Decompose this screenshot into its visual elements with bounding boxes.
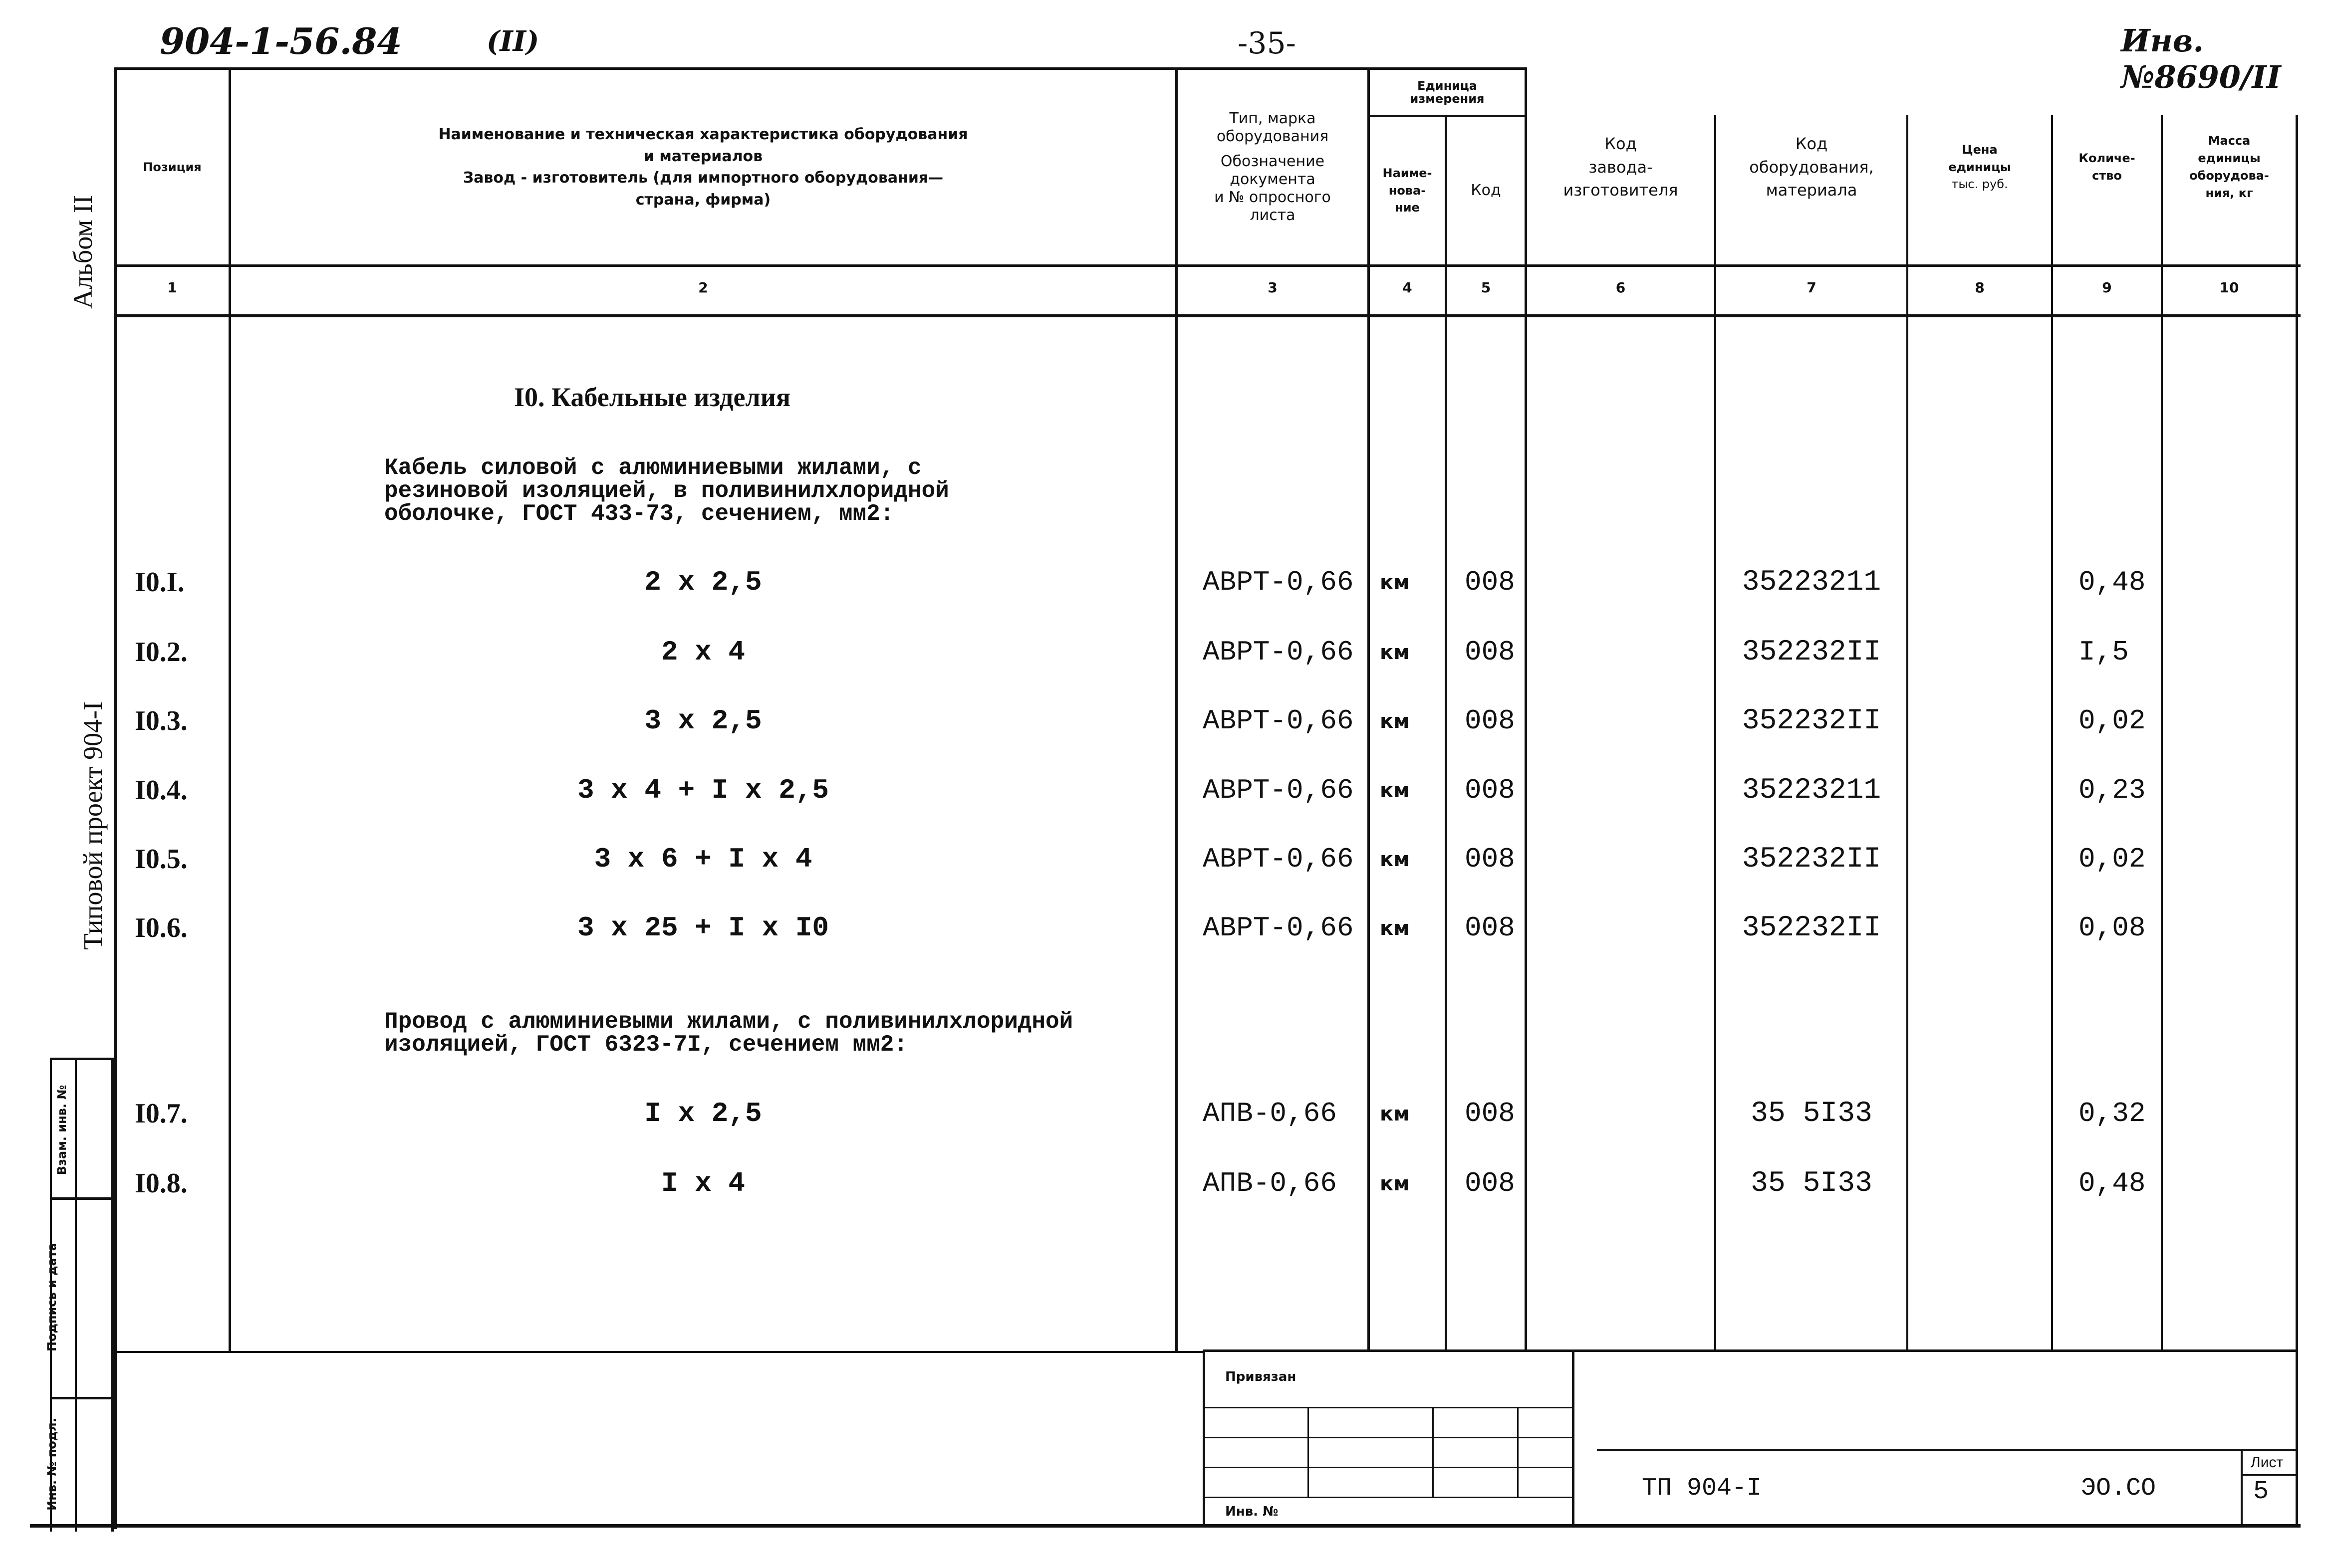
header-mass-3: оборудова-	[2189, 169, 2269, 183]
header-unit-name-1: Наиме-	[1382, 166, 1432, 180]
row-type: АВРТ-0,66	[1203, 774, 1354, 806]
header-unit-code-label: Код	[1471, 182, 1501, 200]
row-unit: км	[1380, 710, 1410, 733]
header-equip-1: Код	[1795, 134, 1828, 154]
row-position: I0.7.	[135, 1098, 188, 1129]
row-code: 008	[1465, 636, 1515, 668]
row-code: 008	[1465, 1167, 1515, 1199]
row-section: 2 х 2,5	[644, 566, 762, 598]
row-code: 008	[1465, 705, 1515, 737]
header-name-line4: страна, фирма)	[635, 191, 771, 209]
volume-label: (II)	[487, 25, 539, 58]
header-equip-2: оборудования,	[1749, 157, 1874, 177]
footer-col1	[1307, 1407, 1309, 1497]
row-type: АВРТ-0,66	[1203, 843, 1354, 875]
row-position: I0.2.	[135, 637, 188, 668]
inv-no-label: Инв. №	[1225, 1504, 1279, 1519]
cable-group-description	[384, 456, 949, 525]
header-unit-group	[1370, 70, 1525, 115]
header-position	[116, 70, 229, 264]
row-unit: км	[1380, 917, 1410, 940]
stamp-box-mid1	[50, 1197, 114, 1200]
stamp-box-mid2	[50, 1397, 114, 1399]
header-qty-1: Количе-	[2078, 151, 2135, 166]
row-position: I0.3.	[135, 705, 188, 736]
col-number-5: 5	[1481, 279, 1491, 296]
header-type-line2: оборудования	[1216, 128, 1329, 145]
header-equip-code	[1717, 70, 1906, 264]
col-number-4: 4	[1402, 279, 1412, 296]
row-quantity: 0,48	[2078, 1167, 2146, 1199]
row-equip-code: 352232II	[1742, 705, 1881, 737]
cable-desc-line2: резиновой изоляцией, в поливинилхлоридной	[384, 478, 949, 504]
cable-desc-line1: Кабель силовой с алюминиевыми жилами, с	[384, 455, 922, 481]
row-quantity: 0,23	[2078, 774, 2146, 806]
header-name-line1: Наименование и техническая характеристика оборудования	[438, 126, 968, 143]
row-type: АВРТ-0,66	[1203, 705, 1354, 737]
header-factory-code	[1527, 70, 1714, 264]
stamp-replace-inv: Взам. инв. №	[55, 1085, 69, 1175]
footer-box-right	[1572, 1349, 1574, 1527]
row-unit: км	[1380, 779, 1410, 802]
header-name-line2: и материалов	[643, 147, 763, 165]
row-equip-code: 352232II	[1742, 843, 1881, 876]
col-number-6: 6	[1615, 279, 1626, 296]
footer-top	[1203, 1349, 2298, 1352]
sheet-box-mid	[2241, 1474, 2298, 1476]
row-code: 008	[1465, 774, 1515, 806]
row-position: I0.4.	[135, 775, 188, 806]
col-number-10: 10	[2219, 279, 2239, 296]
row-unit: км	[1380, 1172, 1410, 1195]
row-quantity: 0,48	[2078, 566, 2146, 598]
header-factory-1: Код	[1604, 134, 1637, 154]
inventory-number: Инв.№8690/II	[2121, 22, 2281, 95]
row-code: 008	[1465, 912, 1515, 944]
row-unit: км	[1380, 641, 1410, 664]
col-number-2: 2	[698, 279, 708, 296]
header-unit-name-3: ние	[1395, 201, 1420, 215]
wire-desc-line2: изоляцией, ГОСТ 6323-7I, сечением мм2:	[384, 1032, 908, 1058]
header-position-label: Позиция	[143, 160, 202, 174]
wire-desc-line1: Провод с алюминиевыми жилами, с поливинилхлоридной	[384, 1009, 1073, 1035]
header-unit-line2: измерения	[1410, 92, 1485, 106]
stamp-box-top	[50, 1058, 114, 1060]
row-position: I0.5.	[135, 844, 188, 875]
header-qty-2: ство	[2092, 169, 2122, 183]
row-unit: км	[1380, 571, 1410, 594]
row-code: 008	[1465, 1098, 1515, 1129]
header-unit-name-2: нова-	[1388, 183, 1426, 198]
header-unit-name	[1370, 117, 1445, 264]
footer-row2	[1203, 1437, 1572, 1438]
frame-bottom	[30, 1524, 2301, 1528]
header-type-line5: и № опросного	[1214, 189, 1331, 206]
header-price-3: тыс. руб.	[1951, 177, 2008, 192]
page-number: -35-	[1238, 26, 1296, 61]
row-type: АВРТ-0,66	[1203, 636, 1354, 668]
footer-col2	[1432, 1407, 1434, 1497]
row-equip-code: 352232II	[1742, 636, 1881, 669]
doc-code: 904-1-56.84	[160, 20, 402, 62]
header-type	[1178, 70, 1367, 264]
col-line-right	[2296, 115, 2298, 1527]
row-unit: км	[1380, 1103, 1410, 1125]
sheet-box-left	[2241, 1449, 2243, 1527]
attached-label: Привязан	[1225, 1369, 1296, 1384]
project-code: ТП 904-I	[1642, 1474, 1762, 1503]
col-line-10	[2161, 115, 2163, 1352]
document-mark: ЭО.СО	[2081, 1474, 2156, 1503]
row-position: I0.6.	[135, 912, 188, 943]
row-section: 3 х 2,5	[644, 705, 762, 737]
header-type-line4: документа	[1230, 171, 1315, 188]
sheet-label: Лист	[2251, 1454, 2284, 1471]
project-label: Типовой проект 904-I	[78, 701, 108, 950]
row-type: АПВ-0,66	[1203, 1098, 1337, 1129]
header-type-line6: листа	[1250, 207, 1295, 224]
row-equip-code: 35 5I33	[1751, 1098, 1872, 1130]
header-price-1: Цена	[1962, 142, 1998, 157]
row-quantity: 0,32	[2078, 1098, 2146, 1129]
row-type: АПВ-0,66	[1203, 1167, 1337, 1199]
footer-row4	[1203, 1497, 1572, 1498]
row-code: 008	[1465, 843, 1515, 875]
row-unit: км	[1380, 848, 1410, 871]
header-mass-2: единицы	[2198, 151, 2261, 166]
row-section: 3 х 4 + I х 2,5	[577, 774, 829, 806]
col-number-8: 8	[1975, 279, 1985, 296]
header-equip-3: материала	[1766, 181, 1857, 200]
footer-row1	[1203, 1407, 1572, 1408]
header-factory-2: завода-	[1588, 157, 1653, 177]
stamp-signature-date: Подпись и дата	[45, 1243, 59, 1351]
row-quantity: 0,02	[2078, 705, 2146, 737]
header-unit-line1: Единица	[1417, 78, 1477, 93]
header-bottom	[115, 264, 2301, 267]
row-section: 3 х 25 + I х I0	[577, 912, 829, 944]
col-line-9	[2051, 115, 2053, 1352]
footer-top-left	[116, 1351, 1204, 1353]
footer-col3	[1517, 1407, 1519, 1497]
album-label: Альбом II	[68, 195, 98, 309]
header-quantity	[2053, 70, 2161, 264]
row-quantity: I,5	[2078, 636, 2129, 668]
stamp-original-inv: Инв. № подл.	[45, 1418, 59, 1511]
row-position: I0.I.	[135, 567, 185, 598]
row-equip-code: 352232II	[1742, 912, 1881, 944]
col-number-9: 9	[2102, 279, 2112, 296]
row-quantity: 0,02	[2078, 843, 2146, 875]
row-section: I х 2,5	[644, 1098, 762, 1129]
col-number-1: 1	[167, 279, 177, 296]
row-section: I х 4	[661, 1167, 746, 1199]
col-line-5	[1445, 115, 1447, 1352]
header-name	[231, 70, 1175, 264]
header-type-line1: Тип, марка	[1229, 110, 1316, 127]
row-quantity: 0,08	[2078, 912, 2146, 944]
row-section: 2 х 4	[661, 636, 746, 668]
col-number-3: 3	[1268, 279, 1278, 296]
numbers-bottom	[115, 314, 2301, 317]
col-line-8	[1906, 115, 1908, 1352]
row-type: АВРТ-0,66	[1203, 912, 1354, 944]
col-number-7: 7	[1807, 279, 1816, 296]
section-title: I0. Кабельные изделия	[514, 382, 791, 412]
row-equip-code: 35223211	[1742, 774, 1881, 807]
header-unit-code	[1447, 117, 1525, 264]
cable-desc-line3: оболочке, ГОСТ 433-73, сечением, мм2:	[384, 501, 894, 527]
row-equip-code: 35 5I33	[1751, 1167, 1872, 1200]
header-type-line3: Обозначение	[1220, 153, 1325, 170]
header-price	[1908, 70, 2051, 264]
header-factory-3: изготовителя	[1563, 181, 1678, 200]
stamp-box-col1	[75, 1058, 77, 1532]
header-mass-1: Масса	[2208, 134, 2251, 148]
row-code: 008	[1465, 566, 1515, 598]
header-price-2: единицы	[1948, 160, 2011, 174]
wire-group-description	[384, 1010, 1073, 1056]
footer-row3	[1203, 1467, 1572, 1468]
col-line-7	[1714, 115, 1716, 1352]
row-equip-code: 35223211	[1742, 566, 1881, 599]
row-position: I0.8.	[135, 1168, 188, 1199]
header-name-line3: Завод - изготовитель (для импортного оборудования—	[463, 169, 944, 187]
sheet-number: 5	[2253, 1477, 2269, 1506]
header-mass	[2163, 70, 2296, 264]
row-section: 3 х 6 + I х 4	[594, 843, 812, 875]
row-type: АВРТ-0,66	[1203, 566, 1354, 598]
title-block-top	[1597, 1449, 2298, 1451]
header-mass-4: ния, кг	[2205, 186, 2253, 200]
